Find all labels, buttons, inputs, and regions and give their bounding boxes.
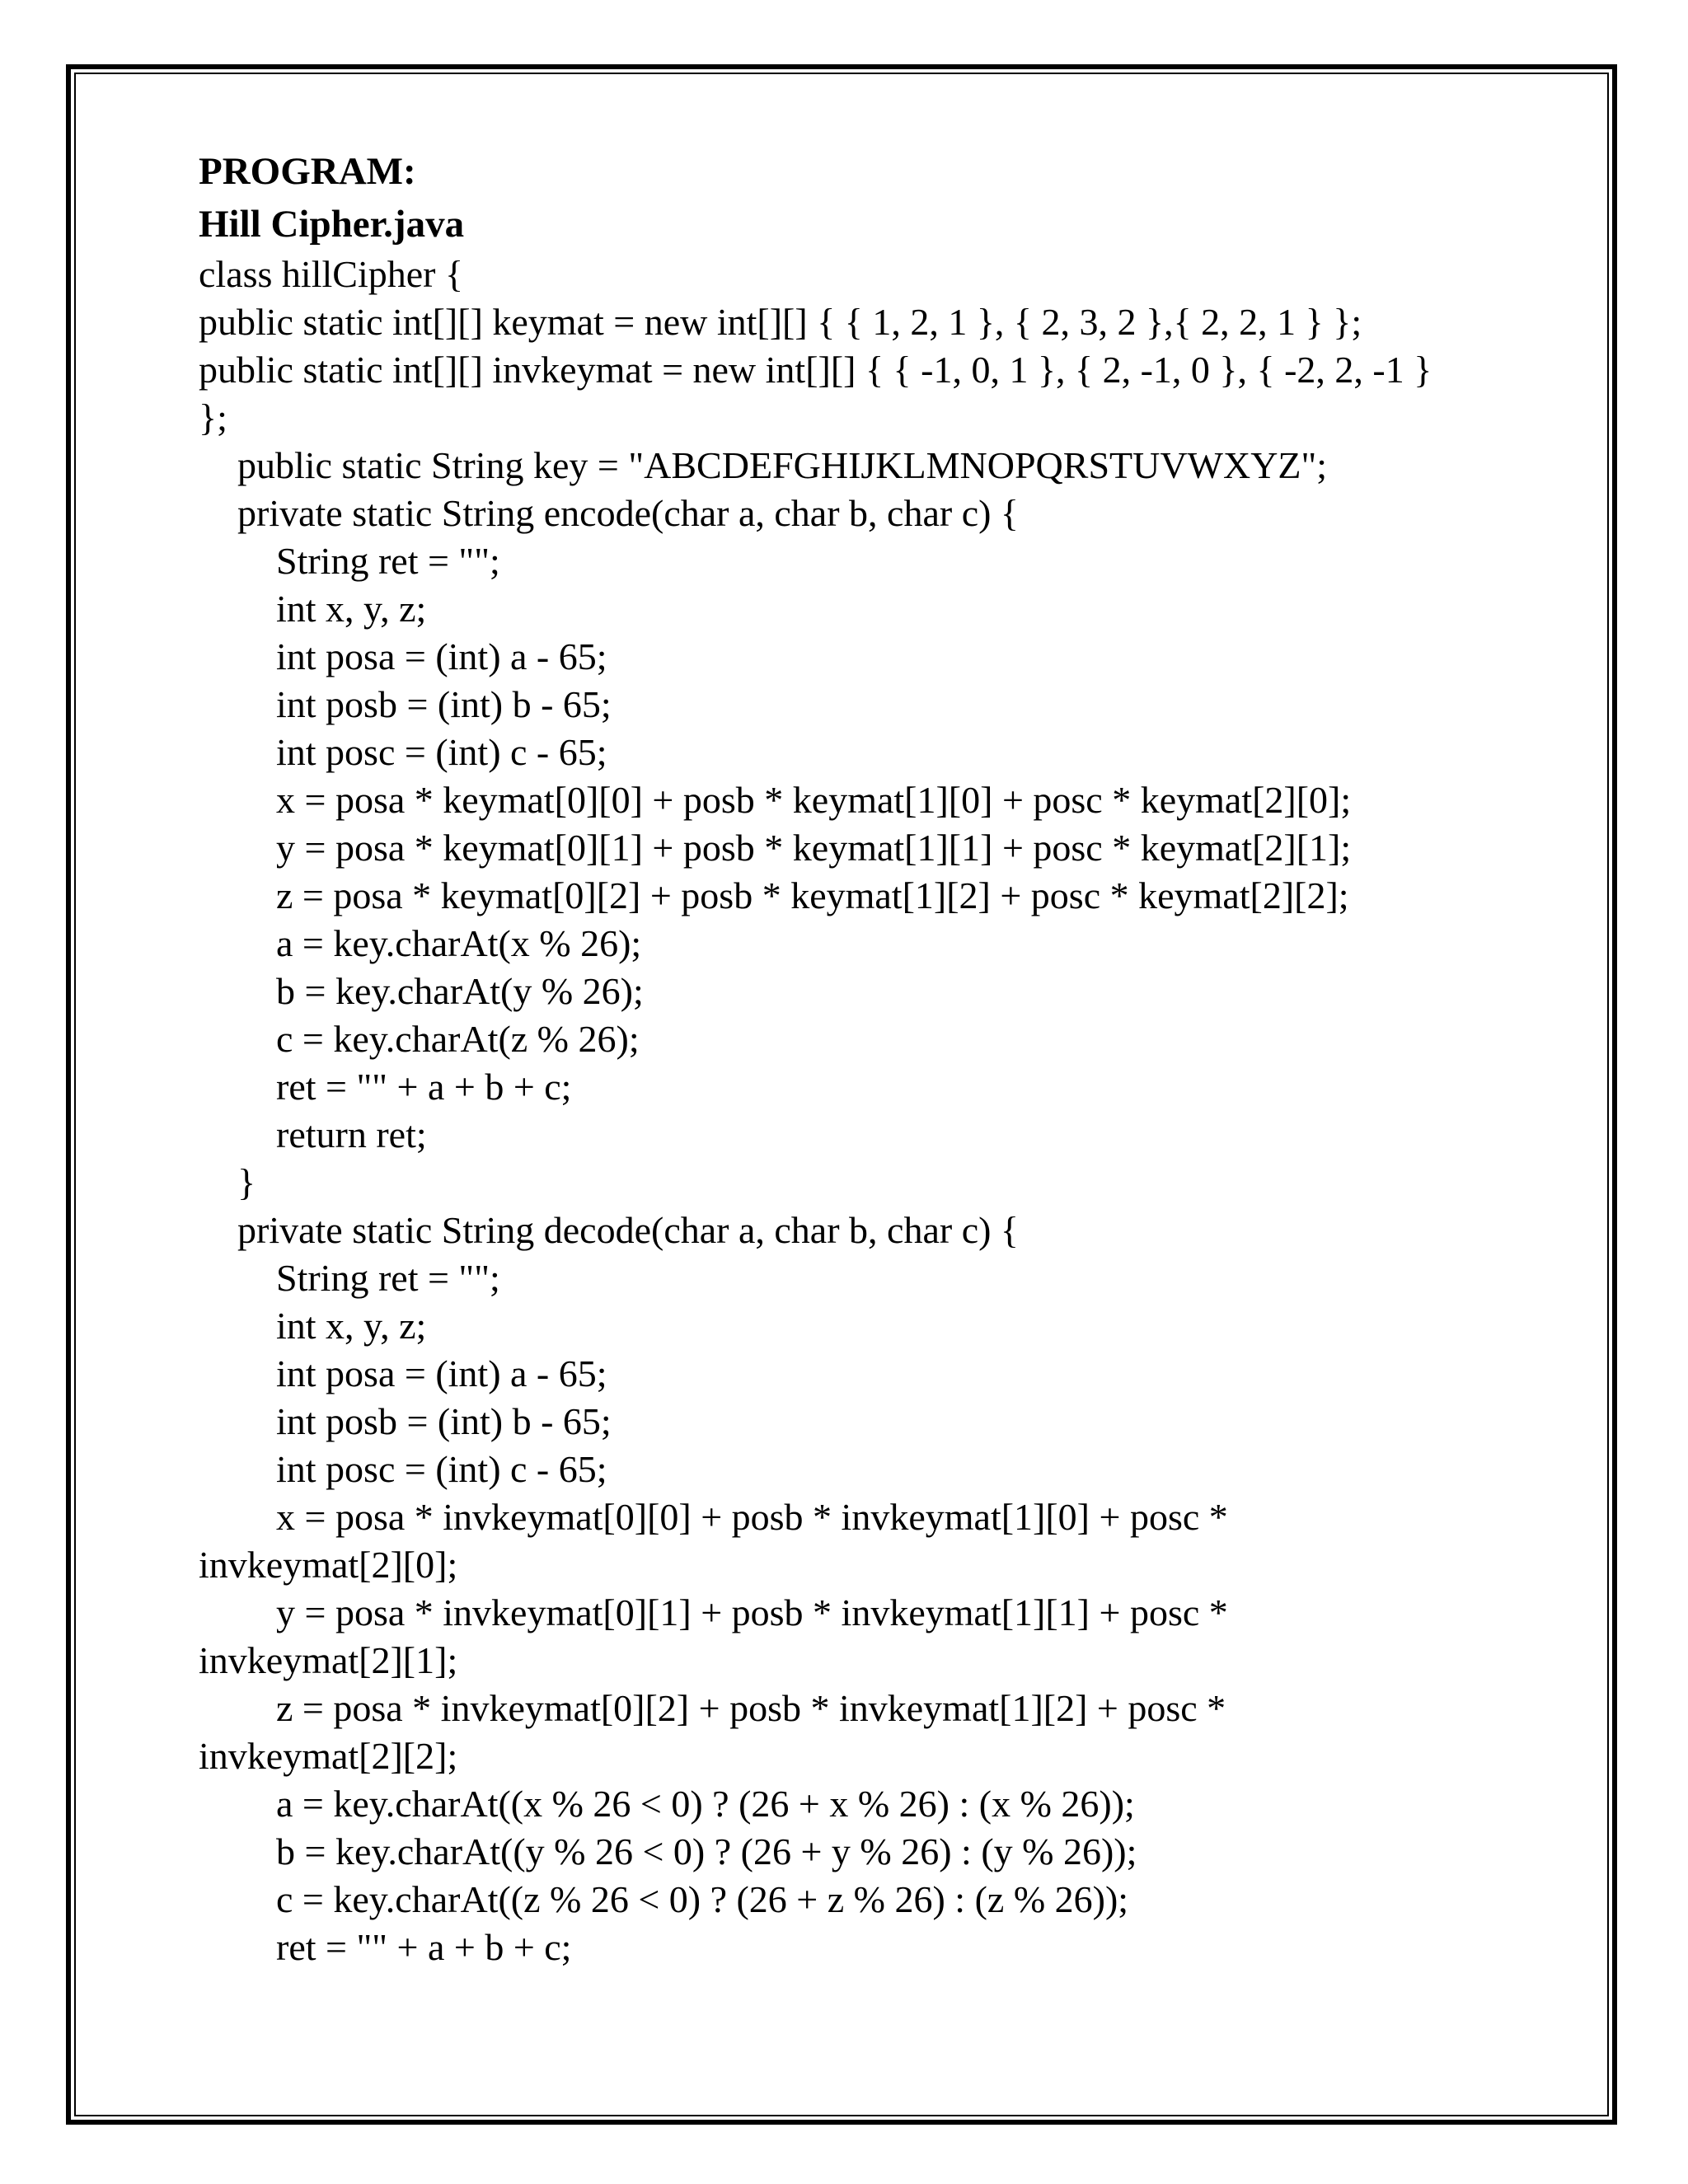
code-line: private static String encode(char a, char b, char c) { — [237, 492, 1020, 534]
code-line: int posc = (int) c - 65; — [276, 731, 607, 773]
code-line: public static int[][] invkeymat = new int[][] { { -1, 0, 1 }, { 2, -1, 0 }, { -2, 2, -1 } — [199, 349, 1432, 391]
code-line: c = key.charAt(z % 26); — [276, 1018, 640, 1060]
code-line: x = posa * keymat[0][0] + posb * keymat[1][0] + posc * keymat[2][0]; — [276, 779, 1352, 821]
code-line: y = posa * invkeymat[0][1] + posb * invkeymat[1][1] + posc * — [276, 1591, 1228, 1633]
code-line: private static String decode(char a, char b, char c) { — [237, 1209, 1020, 1251]
code-line: }; — [199, 396, 227, 438]
code-line: invkeymat[2][1]; — [199, 1639, 458, 1681]
code-line: String ret = ""; — [276, 540, 500, 582]
code-line: public static String key = "ABCDEFGHIJKLMNOPQRSTUVWXYZ"; — [237, 444, 1328, 486]
code-block — [199, 251, 1534, 1971]
program-heading: PROGRAM: — [199, 150, 416, 193]
code-line: c = key.charAt((z % 26 < 0) ? (26 + z % 26) : (z % 26)); — [276, 1878, 1129, 1920]
code-line: class hillCipher { — [199, 253, 464, 295]
code-line: int posc = (int) c - 65; — [276, 1448, 607, 1490]
code-line: z = posa * invkeymat[0][2] + posb * invkeymat[1][2] + posc * — [276, 1687, 1226, 1729]
code-line: a = key.charAt(x % 26); — [276, 922, 642, 964]
code-line: b = key.charAt(y % 26); — [276, 970, 644, 1012]
code-line: x = posa * invkeymat[0][0] + posb * invkeymat[1][0] + posc * — [276, 1496, 1228, 1538]
code-line: int posb = (int) b - 65; — [276, 683, 612, 725]
code-line: invkeymat[2][0]; — [199, 1544, 458, 1586]
code-line: invkeymat[2][2]; — [199, 1735, 458, 1777]
code-line: ret = "" + a + b + c; — [276, 1926, 572, 1968]
document-body — [199, 145, 1534, 1971]
code-line: } — [237, 1161, 256, 1203]
code-line: int posa = (int) a - 65; — [276, 635, 607, 677]
code-line: b = key.charAt((y % 26 < 0) ? (26 + y % 26) : (y % 26)); — [276, 1830, 1137, 1872]
code-line: ret = "" + a + b + c; — [276, 1066, 572, 1108]
code-line: String ret = ""; — [276, 1257, 500, 1299]
code-line: int posa = (int) a - 65; — [276, 1352, 607, 1394]
code-line: return ret; — [276, 1113, 427, 1155]
code-line: int x, y, z; — [276, 1305, 427, 1347]
code-line: z = posa * keymat[0][2] + posb * keymat[1][2] + posc * keymat[2][2]; — [276, 874, 1349, 916]
code-line: int posb = (int) b - 65; — [276, 1400, 612, 1442]
code-line: int x, y, z; — [276, 588, 427, 630]
code-line: public static int[][] keymat = new int[][] { { 1, 2, 1 }, { 2, 3, 2 },{ 2, 2, 1 } }; — [199, 301, 1362, 343]
code-line: y = posa * keymat[0][1] + posb * keymat[1][1] + posc * keymat[2][1]; — [276, 827, 1352, 869]
code-line: a = key.charAt((x % 26 < 0) ? (26 + x % 26) : (x % 26)); — [276, 1783, 1135, 1825]
file-name-heading: Hill Cipher.java — [199, 203, 465, 246]
